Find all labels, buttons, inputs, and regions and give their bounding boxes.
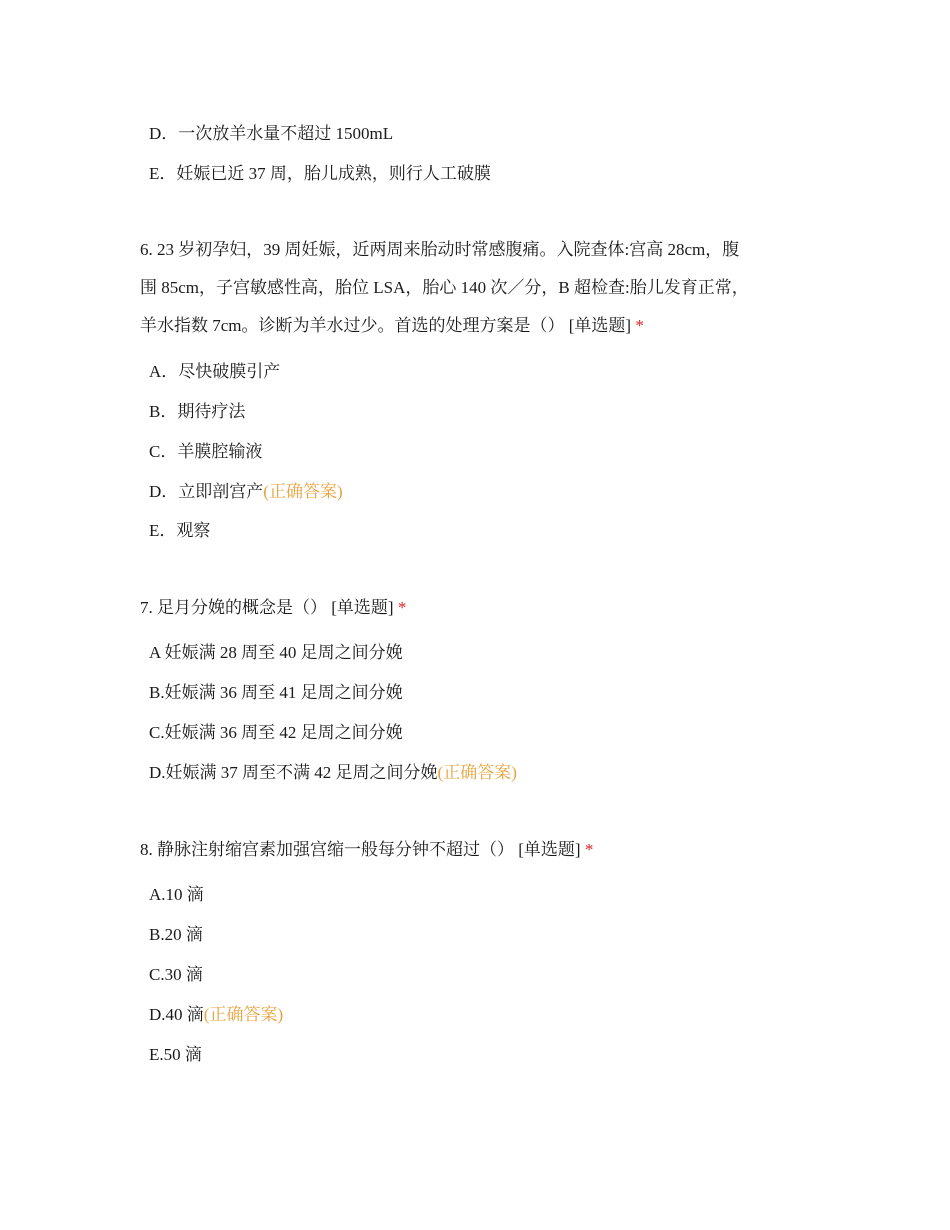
q5-option-d: D．一次放羊水量不超过 1500mL <box>149 124 394 143</box>
q8-option-d: D.40 滴(正确答案) <box>149 1005 284 1024</box>
q6-option-e: E．观察 <box>149 521 211 540</box>
q8-option-e: E.50 滴 <box>149 1045 202 1064</box>
q8-option-b: B.20 滴 <box>149 925 203 944</box>
q7-text: 7. 足月分娩的概念是（） [单选题] * <box>140 598 407 617</box>
q8-text: 8. 静脉注射缩宫素加强宫缩一般每分钟不超过（） [单选题] * <box>140 840 594 859</box>
q6-option-a: A．尽快破膜引产 <box>149 362 281 381</box>
q7-option-a: A 妊娠满 28 周至 40 足周之间分娩 <box>149 643 403 662</box>
correct-answer-mark: (正确答案) <box>263 482 343 501</box>
q6-option-d: D．立即剖宫产(正确答案) <box>149 482 343 501</box>
q7-option-b: B.妊娠满 36 周至 41 足周之间分娩 <box>149 683 403 702</box>
q6-text-line-2: 围 85cm，子宫敏感性高，胎位 LSA，胎心 140 次／分，B 超检查:胎儿发育正常， <box>140 278 749 297</box>
q6-option-c: C．羊膜腔输液 <box>149 442 263 461</box>
q5-option-e: E．妊娠已近 37 周，胎儿成熟，则行人工破膜 <box>149 164 491 183</box>
q7-option-d: D.妊娠满 37 周至不满 42 足周之间分娩(正确答案) <box>149 763 517 782</box>
q7-option-c: C.妊娠满 36 周至 42 足周之间分娩 <box>149 723 403 742</box>
q6-text-line-1: 6. 23 岁初孕妇，39 周妊娠，近两周来胎动时常感腹痛。入院查体:宫高 28cm，腹 <box>140 240 740 259</box>
correct-answer-mark: (正确答案) <box>437 763 517 782</box>
correct-answer-mark: (正确答案) <box>203 1005 284 1024</box>
required-marker: * <box>397 598 407 617</box>
required-marker: * <box>635 316 644 335</box>
required-marker: * <box>584 840 594 859</box>
q6-option-b: B．期待疗法 <box>149 402 246 421</box>
q8-option-c: C.30 滴 <box>149 965 203 984</box>
q8-option-a: A.10 滴 <box>149 885 204 904</box>
q6-text-line-3: 羊水指数 7cm。诊断为羊水过少。首选的处理方案是（） [单选题] * <box>140 316 644 335</box>
